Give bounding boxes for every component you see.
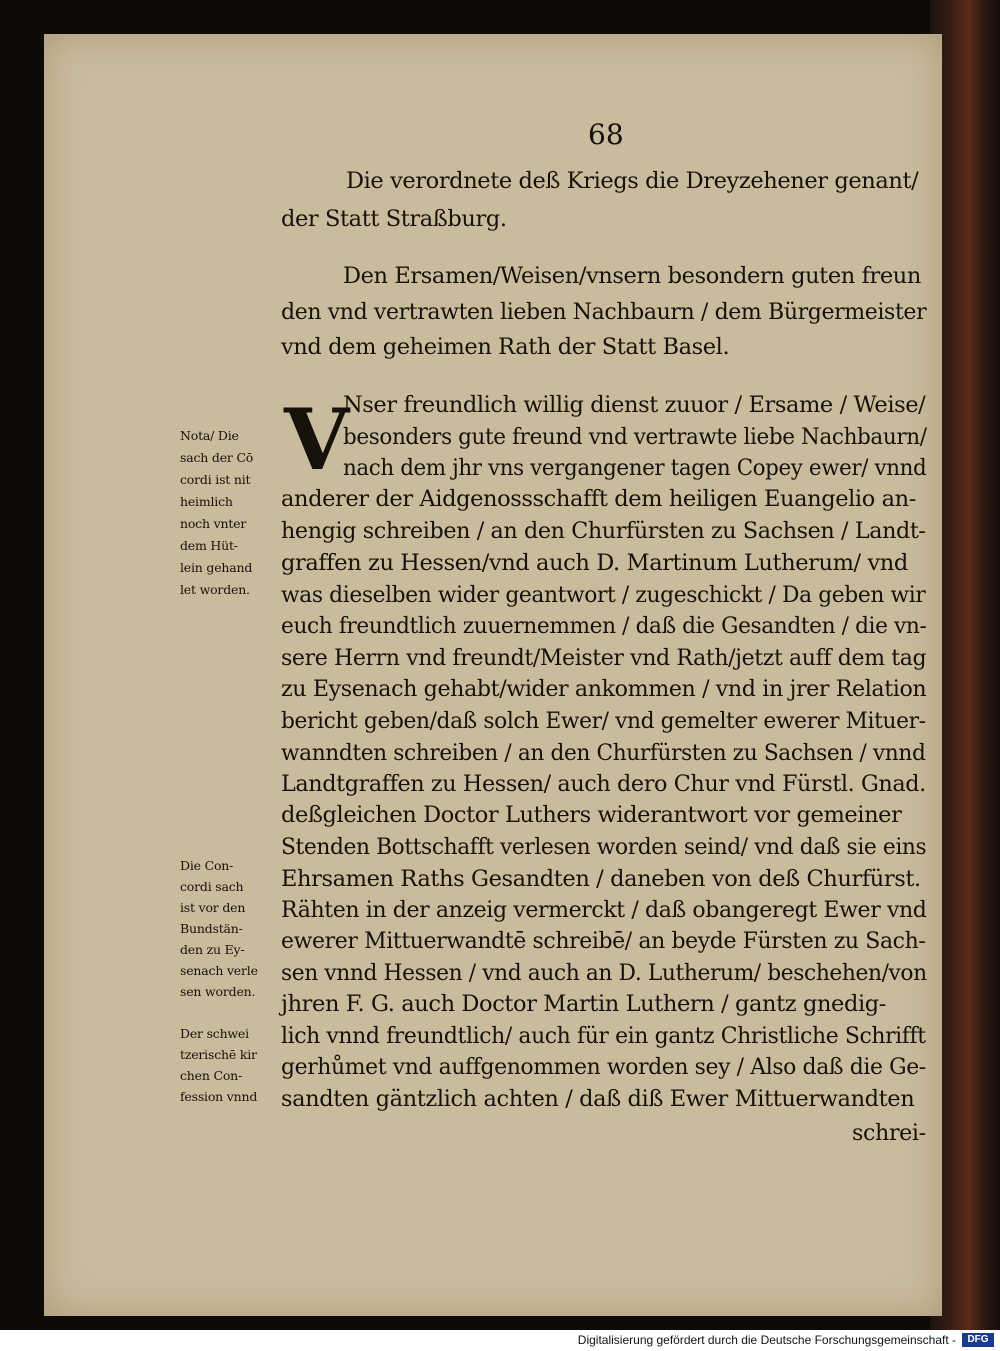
margin-note-line: Bundstän- <box>180 921 243 936</box>
margin-note-line: ist vor den <box>180 900 246 915</box>
sender-line-2: der Statt Straßburg. <box>281 206 507 232</box>
margin-note-line: senach verle <box>180 963 258 978</box>
dfg-logo-icon: DFG <box>962 1333 994 1347</box>
recipient-line-1: Den Ersamen/Weisen/vnsern besondern guten freun <box>343 263 921 289</box>
body-line: sen vnnd Hessen / vnd auch an D. Lutherum/ beschehen/von <box>281 960 927 986</box>
margin-note-line: tzerischē kir <box>180 1047 257 1062</box>
body-line: lich vnnd freundtlich/ auch für ein gantz Christliche Schrifft <box>281 1023 926 1049</box>
body-line: gerhůmet vnd auffgenommen worden sey / Also daß die Ge- <box>281 1054 926 1080</box>
margin-note-line: noch vnter <box>180 516 247 531</box>
margin-note-line: fession vnnd <box>180 1089 258 1104</box>
initial-letter: V <box>284 390 350 489</box>
body-line: Rähten in der anzeig vermerckt / daß obangeregt Ewer vnd <box>281 897 927 923</box>
body-line: euch freundtlich zuuernemmen / daß die Gesandten / die vn- <box>281 613 927 639</box>
body-line: Stenden Bottschafft verlesen worden seind/ vnd daß sie eins <box>281 834 927 860</box>
recipient-line-2: den vnd vertrawten lieben Nachbaurn / dem Bürgermeister <box>281 299 927 325</box>
body-line: deßgleichen Doctor Luthers widerantwort vor gemeiner <box>281 802 902 828</box>
margin-note-line: chen Con- <box>180 1068 243 1083</box>
body-line: bericht geben/daß solch Ewer/ vnd gemelter ewerer Mituer- <box>281 708 926 734</box>
footer-bar <box>0 1330 1000 1351</box>
margin-note-line: cordi ist nit <box>180 472 251 487</box>
margin-note-line: heimlich <box>180 494 233 509</box>
body-line: hengig schreiben / an den Churfürsten zu Sachsen / Landt- <box>281 518 926 544</box>
margin-note-line: cordi sach <box>180 879 244 894</box>
footer-credit: Digitalisierung gefördert durch die Deutsche Forschungsgemeinschaft - <box>577 1333 956 1347</box>
body-line: schrei- <box>852 1120 926 1146</box>
margin-note-line: sen worden. <box>180 984 256 999</box>
margin-note-line: Nota/ Die <box>180 428 239 443</box>
body-line: wanndten schreiben / an den Churfürsten zu Sachsen / vnnd <box>281 740 926 766</box>
body-line: jhren F. G. auch Doctor Martin Luthern / gantz gnedig- <box>281 991 886 1017</box>
margin-note-line: Der schwei <box>180 1026 249 1041</box>
margin-note-line: let worden. <box>180 582 250 597</box>
margin-note-line: sach der Cō <box>180 450 254 465</box>
body-line: nach dem jhr vns vergangener tagen Copey ewer/ vnnd <box>343 455 927 481</box>
sender-line-1: Die verordnete deß Kriegs die Dreyzehener genant/ <box>346 168 919 194</box>
body-line: sandten gäntzlich achten / daß diß Ewer Mittuerwandten <box>281 1086 915 1112</box>
body-line: Nser freundlich willig dienst zuuor / Ersame / Weise/ <box>343 392 926 418</box>
margin-note-line: Die Con- <box>180 858 234 873</box>
margin-note-line: lein gehand <box>180 560 253 575</box>
body-line: graffen zu Hessen/vnd auch D. Martinum Lutherum/ vnd <box>281 550 908 576</box>
page-number: 68 <box>588 118 624 151</box>
body-line: Ehrsamen Raths Gesandten / daneben von deß Churfürst. <box>281 866 921 892</box>
body-line: ewerer Mittuerwandtē schreibē/ an beyde Fürsten zu Sach- <box>281 928 926 954</box>
body-line: sere Herrn vnd freundt/Meister vnd Rath/jetzt auff dem tag <box>281 645 927 671</box>
body-line: zu Eysenach gehabt/wider ankommen / vnd in jrer Relation <box>281 676 927 702</box>
margin-note-line: dem Hüt- <box>180 538 238 553</box>
margin-note-line: den zu Ey- <box>180 942 245 957</box>
body-line: was dieselben wider geantwort / zugeschickt / Da geben wir <box>281 582 926 608</box>
body-line: anderer der Aidgenossschafft dem heiligen Euangelio an- <box>281 486 916 512</box>
recipient-line-3: vnd dem geheimen Rath der Statt Basel. <box>281 334 730 360</box>
body-line: Landtgraffen zu Hessen/ auch dero Chur vnd Fürstl. Gnad. <box>281 771 926 797</box>
body-line: besonders gute freund vnd vertrawte liebe Nachbaurn/ <box>343 424 927 450</box>
